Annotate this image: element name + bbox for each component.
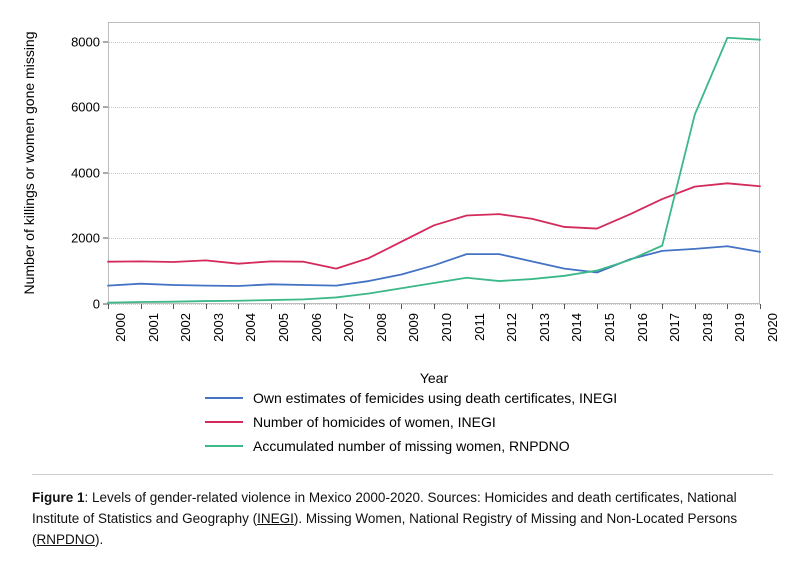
x-tick-label: 2018 (699, 313, 715, 342)
x-tick-mark (662, 304, 663, 309)
x-tick-mark (597, 304, 598, 309)
legend-swatch (205, 445, 243, 447)
x-tick-label: 2004 (243, 313, 259, 342)
y-tick-label: 8000 (71, 34, 100, 50)
x-tick-label: 2010 (439, 313, 454, 342)
x-tick-mark (401, 304, 402, 309)
x-tick-label: 2009 (406, 313, 422, 342)
x-tick-label: 2014 (569, 313, 585, 342)
x-tick-label: 2015 (602, 313, 617, 342)
caption-link-inegi[interactable]: INEGI (257, 510, 294, 526)
caption-link-rnpdno[interactable]: RNPDNO (36, 531, 96, 547)
x-tick-label: 2008 (373, 313, 389, 342)
caption-text-1: : Levels of gender-related violence in Mexico 2000-2020. Sources: Homicides and death certificates, National Institute of Statistics and Geography ( (32, 490, 737, 526)
y-axis-label: Number of killings or women gone missing (21, 31, 37, 295)
x-tick-mark (564, 304, 565, 309)
x-tick-label: 2019 (732, 313, 748, 342)
legend-swatch (205, 397, 243, 399)
legend-label: Number of homicides of women, INEGI (253, 414, 496, 430)
x-tick-mark (630, 304, 631, 309)
x-tick-mark (141, 304, 142, 309)
x-tick-label: 2017 (667, 313, 683, 342)
x-axis-label: Year (419, 370, 449, 386)
x-tick-label: 2000 (113, 313, 128, 342)
x-tick-label: 2012 (504, 313, 520, 342)
caption-text-2: ). Missing Women, National Registry of Missing and Non-Located Persons ( (32, 510, 738, 547)
x-tick-mark (499, 304, 500, 309)
x-tick-mark (206, 304, 207, 309)
x-tick-mark (760, 304, 761, 309)
y-tick-label: 2000 (71, 230, 100, 246)
legend-swatch (205, 421, 243, 423)
x-tick-label: 2002 (178, 313, 194, 342)
x-tick-mark (271, 304, 272, 309)
x-tick-label: 2001 (145, 313, 161, 342)
x-tick-label: 2006 (308, 313, 324, 342)
plot-area (71, 22, 780, 342)
x-tick-label: 2011 (471, 313, 487, 341)
chart-legend (205, 386, 665, 458)
x-tick-mark (434, 304, 435, 309)
y-tick-label: 6000 (71, 99, 100, 115)
figure-caption (32, 488, 744, 551)
series-line-1 (108, 183, 760, 268)
x-tick-mark (304, 304, 305, 309)
legend-item[interactable] (205, 434, 665, 458)
y-tick-label: 4000 (71, 165, 100, 181)
x-tick-label: 2020 (765, 313, 780, 342)
x-tick-mark (238, 304, 239, 309)
x-tick-mark (727, 304, 728, 309)
x-tick-label: 2003 (210, 313, 226, 342)
x-tick-label: 2007 (341, 313, 357, 342)
x-tick-mark (336, 304, 337, 309)
x-tick-mark (532, 304, 533, 309)
x-tick-label: 2005 (276, 313, 291, 342)
legend-label: Own estimates of femicides using death certificates, INEGI (253, 390, 618, 406)
caption-divider (32, 474, 773, 475)
series-line-2 (108, 38, 760, 303)
series-lines (108, 22, 760, 304)
legend-label: Accumulated number of missing women, RNPDNO (253, 438, 570, 454)
legend-item[interactable] (205, 410, 665, 434)
x-tick-mark (108, 304, 109, 309)
caption-block (0, 470, 805, 579)
x-tick-mark (369, 304, 370, 309)
x-tick-mark (173, 304, 174, 309)
x-tick-mark (467, 304, 468, 309)
x-tick-label: 2013 (536, 313, 552, 342)
y-tick-label: 0 (92, 296, 100, 312)
x-tick-label: 2016 (634, 313, 650, 342)
caption-label: Figure 1 (32, 490, 85, 505)
series-line-0 (108, 246, 760, 286)
caption-text-3: ). (95, 531, 104, 547)
legend-item[interactable] (205, 386, 665, 410)
x-tick-mark (695, 304, 696, 309)
